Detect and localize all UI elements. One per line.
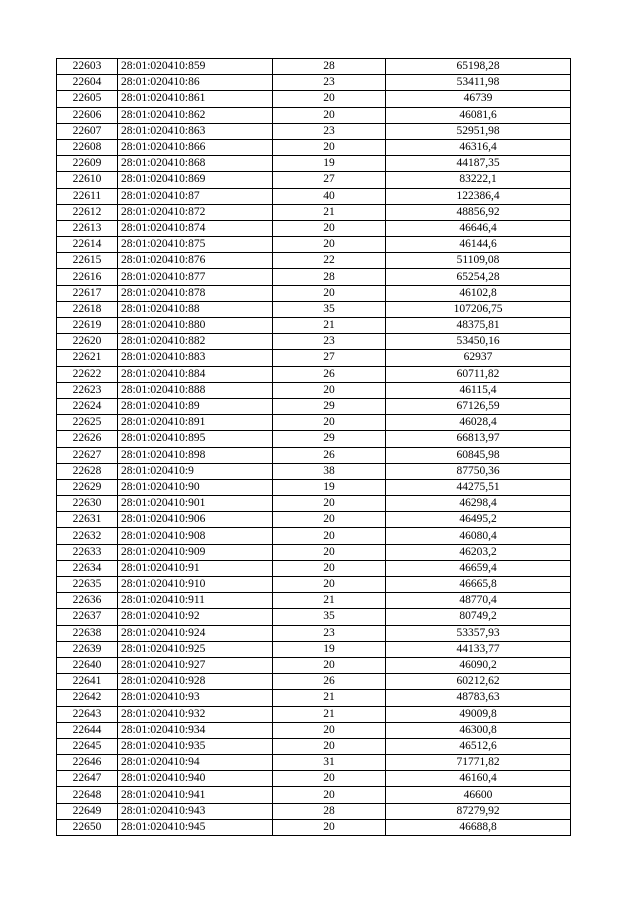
area-cell: 31: [273, 755, 386, 771]
cadastral-number-cell: 28:01:020410:93: [118, 690, 273, 706]
row-number-cell: 22625: [57, 415, 118, 431]
area-cell: 19: [273, 156, 386, 172]
cadastral-value-cell: 46144,6: [386, 237, 571, 253]
table-row: [57, 690, 571, 706]
cadastral-value-cell: 46646,4: [386, 220, 571, 236]
row-number-cell: 22615: [57, 253, 118, 269]
table-row: [57, 334, 571, 350]
cadastral-value-cell: 46081,6: [386, 107, 571, 123]
cadastral-number-cell: 28:01:020410:882: [118, 334, 273, 350]
table-row: [57, 253, 571, 269]
table-row: [57, 415, 571, 431]
cadastral-number-cell: 28:01:020410:92: [118, 609, 273, 625]
cadastral-value-cell: 49009,8: [386, 706, 571, 722]
area-cell: 20: [273, 528, 386, 544]
area-cell: 23: [273, 75, 386, 91]
cadastral-number-cell: 28:01:020410:925: [118, 641, 273, 657]
area-cell: 20: [273, 237, 386, 253]
table-row: [57, 366, 571, 382]
row-number-cell: 22641: [57, 674, 118, 690]
cadastral-number-cell: 28:01:020410:883: [118, 350, 273, 366]
cadastral-value-cell: 65198,28: [386, 59, 571, 75]
cadastral-number-cell: 28:01:020410:935: [118, 738, 273, 754]
cadastral-value-cell: 87279,92: [386, 803, 571, 819]
table-row: [57, 204, 571, 220]
area-cell: 21: [273, 318, 386, 334]
row-number-cell: 22609: [57, 156, 118, 172]
area-cell: 38: [273, 463, 386, 479]
row-number-cell: 22626: [57, 431, 118, 447]
area-cell: 20: [273, 139, 386, 155]
cadastral-value-cell: 52951,98: [386, 123, 571, 139]
cadastral-value-cell: 60212,62: [386, 674, 571, 690]
row-number-cell: 22644: [57, 722, 118, 738]
cadastral-value-cell: 87750,36: [386, 463, 571, 479]
cadastral-value-cell: 46203,2: [386, 544, 571, 560]
cadastral-value-cell: 48783,63: [386, 690, 571, 706]
cadastral-number-cell: 28:01:020410:862: [118, 107, 273, 123]
row-number-cell: 22611: [57, 188, 118, 204]
area-cell: 20: [273, 560, 386, 576]
cadastral-number-cell: 28:01:020410:932: [118, 706, 273, 722]
table-row: [57, 657, 571, 673]
table-row: [57, 172, 571, 188]
cadastral-number-cell: 28:01:020410:884: [118, 366, 273, 382]
row-number-cell: 22613: [57, 220, 118, 236]
cadastral-number-cell: 28:01:020410:909: [118, 544, 273, 560]
area-cell: 27: [273, 172, 386, 188]
cadastral-number-cell: 28:01:020410:880: [118, 318, 273, 334]
cadastral-value-cell: 53450,16: [386, 334, 571, 350]
area-cell: 20: [273, 819, 386, 835]
cadastral-value-cell: 46739: [386, 91, 571, 107]
row-number-cell: 22639: [57, 641, 118, 657]
area-cell: 28: [273, 59, 386, 75]
row-number-cell: 22628: [57, 463, 118, 479]
area-cell: 20: [273, 496, 386, 512]
row-number-cell: 22647: [57, 771, 118, 787]
row-number-cell: 22612: [57, 204, 118, 220]
table-row: [57, 593, 571, 609]
cadastral-number-cell: 28:01:020410:90: [118, 479, 273, 495]
table-row: [57, 123, 571, 139]
cadastral-number-cell: 28:01:020410:875: [118, 237, 273, 253]
table-row: [57, 188, 571, 204]
row-number-cell: 22645: [57, 738, 118, 754]
area-cell: 23: [273, 625, 386, 641]
row-number-cell: 22631: [57, 512, 118, 528]
area-cell: 35: [273, 301, 386, 317]
cadastral-value-cell: 62937: [386, 350, 571, 366]
cadastral-number-cell: 28:01:020410:876: [118, 253, 273, 269]
table-row: [57, 544, 571, 560]
table-row: [57, 512, 571, 528]
table-row: [57, 107, 571, 123]
area-cell: 22: [273, 253, 386, 269]
area-cell: 19: [273, 479, 386, 495]
cadastral-value-cell: 53411,98: [386, 75, 571, 91]
area-cell: 23: [273, 123, 386, 139]
cadastral-value-cell: 67126,59: [386, 398, 571, 414]
cadastral-number-cell: 28:01:020410:874: [118, 220, 273, 236]
area-cell: 20: [273, 544, 386, 560]
cadastral-value-cell: 46298,4: [386, 496, 571, 512]
row-number-cell: 22633: [57, 544, 118, 560]
area-cell: 21: [273, 593, 386, 609]
table-row: [57, 738, 571, 754]
table-row: [57, 285, 571, 301]
area-cell: 21: [273, 690, 386, 706]
cadastral-number-cell: 28:01:020410:910: [118, 577, 273, 593]
row-number-cell: 22610: [57, 172, 118, 188]
cadastral-number-cell: 28:01:020410:927: [118, 657, 273, 673]
table-row: [57, 609, 571, 625]
row-number-cell: 22603: [57, 59, 118, 75]
cadastral-number-cell: 28:01:020410:908: [118, 528, 273, 544]
table-row: [57, 398, 571, 414]
cadastral-value-cell: 44133,77: [386, 641, 571, 657]
area-cell: 21: [273, 204, 386, 220]
table-row: [57, 237, 571, 253]
cadastral-number-cell: 28:01:020410:869: [118, 172, 273, 188]
table-row: [57, 560, 571, 576]
cadastral-number-cell: 28:01:020410:94: [118, 755, 273, 771]
table-row: [57, 75, 571, 91]
row-number-cell: 22643: [57, 706, 118, 722]
row-number-cell: 22620: [57, 334, 118, 350]
cadastral-value-cell: 71771,82: [386, 755, 571, 771]
area-cell: 29: [273, 431, 386, 447]
area-cell: 40: [273, 188, 386, 204]
table-row: [57, 139, 571, 155]
row-number-cell: 22605: [57, 91, 118, 107]
area-cell: 20: [273, 577, 386, 593]
row-number-cell: 22635: [57, 577, 118, 593]
table-row: [57, 318, 571, 334]
area-cell: 26: [273, 447, 386, 463]
table-row: [57, 706, 571, 722]
cadastral-value-cell: 51109,08: [386, 253, 571, 269]
area-cell: 20: [273, 107, 386, 123]
table-row: [57, 755, 571, 771]
area-cell: 28: [273, 269, 386, 285]
cadastral-value-cell: 122386,4: [386, 188, 571, 204]
row-number-cell: 22623: [57, 382, 118, 398]
area-cell: 27: [273, 350, 386, 366]
cadastral-number-cell: 28:01:020410:891: [118, 415, 273, 431]
area-cell: 20: [273, 657, 386, 673]
area-cell: 20: [273, 285, 386, 301]
row-number-cell: 22634: [57, 560, 118, 576]
cadastral-number-cell: 28:01:020410:878: [118, 285, 273, 301]
table-row: [57, 722, 571, 738]
cadastral-value-cell: 48856,92: [386, 204, 571, 220]
row-number-cell: 22642: [57, 690, 118, 706]
table-row: [57, 59, 571, 75]
cadastral-value-cell: 46102,8: [386, 285, 571, 301]
table-row: [57, 819, 571, 835]
cadastral-number-cell: 28:01:020410:943: [118, 803, 273, 819]
table-row: [57, 220, 571, 236]
table-row: [57, 803, 571, 819]
table-row: [57, 350, 571, 366]
cadastral-value-cell: 46665,8: [386, 577, 571, 593]
table-row: [57, 301, 571, 317]
cadastral-value-cell: 46115,4: [386, 382, 571, 398]
cadastral-value-cell: 60711,82: [386, 366, 571, 382]
cadastral-number-cell: 28:01:020410:88: [118, 301, 273, 317]
cadastral-value-cell: 46160,4: [386, 771, 571, 787]
row-number-cell: 22629: [57, 479, 118, 495]
table-row: [57, 431, 571, 447]
cadastral-number-cell: 28:01:020410:861: [118, 91, 273, 107]
cadastral-value-cell: 46688,8: [386, 819, 571, 835]
area-cell: 20: [273, 220, 386, 236]
cadastral-number-cell: 28:01:020410:91: [118, 560, 273, 576]
table-row: [57, 91, 571, 107]
cadastral-number-cell: 28:01:020410:934: [118, 722, 273, 738]
cadastral-number-cell: 28:01:020410:863: [118, 123, 273, 139]
area-cell: 20: [273, 771, 386, 787]
row-number-cell: 22627: [57, 447, 118, 463]
cadastral-value-cell: 60845,98: [386, 447, 571, 463]
row-number-cell: 22618: [57, 301, 118, 317]
cadastral-number-cell: 28:01:020410:888: [118, 382, 273, 398]
cadastral-value-cell: 48375,81: [386, 318, 571, 334]
cadastral-number-cell: 28:01:020410:86: [118, 75, 273, 91]
cadastral-number-cell: 28:01:020410:895: [118, 431, 273, 447]
table-body: [57, 59, 571, 836]
row-number-cell: 22630: [57, 496, 118, 512]
cadastral-value-cell: 83222,1: [386, 172, 571, 188]
cadastral-number-cell: 28:01:020410:940: [118, 771, 273, 787]
table-row: [57, 479, 571, 495]
cadastral-value-cell: 53357,93: [386, 625, 571, 641]
row-number-cell: 22632: [57, 528, 118, 544]
row-number-cell: 22608: [57, 139, 118, 155]
cadastral-value-cell: 66813,97: [386, 431, 571, 447]
cadastral-number-cell: 28:01:020410:898: [118, 447, 273, 463]
row-number-cell: 22616: [57, 269, 118, 285]
row-number-cell: 22607: [57, 123, 118, 139]
area-cell: 35: [273, 609, 386, 625]
table-row: [57, 577, 571, 593]
cadastral-number-cell: 28:01:020410:924: [118, 625, 273, 641]
cadastral-number-cell: 28:01:020410:911: [118, 593, 273, 609]
area-cell: 20: [273, 91, 386, 107]
row-number-cell: 22604: [57, 75, 118, 91]
cadastral-value-cell: 80749,2: [386, 609, 571, 625]
table-row: [57, 641, 571, 657]
area-cell: 20: [273, 415, 386, 431]
cadastral-value-cell: 46316,4: [386, 139, 571, 155]
cadastral-number-cell: 28:01:020410:9: [118, 463, 273, 479]
area-cell: 28: [273, 803, 386, 819]
cadastral-number-cell: 28:01:020410:89: [118, 398, 273, 414]
area-cell: 20: [273, 722, 386, 738]
cadastral-number-cell: 28:01:020410:941: [118, 787, 273, 803]
cadastral-value-cell: 46090,2: [386, 657, 571, 673]
row-number-cell: 22617: [57, 285, 118, 301]
cadastral-value-cell: 46028,4: [386, 415, 571, 431]
row-number-cell: 22648: [57, 787, 118, 803]
table-row: [57, 496, 571, 512]
area-cell: 19: [273, 641, 386, 657]
row-number-cell: 22646: [57, 755, 118, 771]
table-row: [57, 447, 571, 463]
table-row: [57, 382, 571, 398]
row-number-cell: 22606: [57, 107, 118, 123]
row-number-cell: 22619: [57, 318, 118, 334]
cadastral-value-cell: 46512,6: [386, 738, 571, 754]
cadastral-value-cell: 46659,4: [386, 560, 571, 576]
area-cell: 20: [273, 787, 386, 803]
area-cell: 20: [273, 382, 386, 398]
row-number-cell: 22614: [57, 237, 118, 253]
cadastral-number-cell: 28:01:020410:868: [118, 156, 273, 172]
row-number-cell: 22637: [57, 609, 118, 625]
area-cell: 26: [273, 674, 386, 690]
table-row: [57, 528, 571, 544]
row-number-cell: 22640: [57, 657, 118, 673]
row-number-cell: 22622: [57, 366, 118, 382]
table-row: [57, 625, 571, 641]
row-number-cell: 22649: [57, 803, 118, 819]
area-cell: 23: [273, 334, 386, 350]
cadastral-number-cell: 28:01:020410:906: [118, 512, 273, 528]
table-row: [57, 771, 571, 787]
table-row: [57, 787, 571, 803]
area-cell: 20: [273, 512, 386, 528]
cadastral-value-cell: 107206,75: [386, 301, 571, 317]
table-row: [57, 269, 571, 285]
row-number-cell: 22624: [57, 398, 118, 414]
row-number-cell: 22650: [57, 819, 118, 835]
cadastral-value-cell: 46600: [386, 787, 571, 803]
table-row: [57, 156, 571, 172]
row-number-cell: 22636: [57, 593, 118, 609]
area-cell: 26: [273, 366, 386, 382]
cadastral-number-cell: 28:01:020410:945: [118, 819, 273, 835]
cadastral-number-cell: 28:01:020410:928: [118, 674, 273, 690]
row-number-cell: 22638: [57, 625, 118, 641]
cadastral-number-cell: 28:01:020410:872: [118, 204, 273, 220]
area-cell: 21: [273, 706, 386, 722]
table-row: [57, 674, 571, 690]
cadastral-number-cell: 28:01:020410:877: [118, 269, 273, 285]
cadastral-value-cell: 46080,4: [386, 528, 571, 544]
cadastral-value-cell: 44187,35: [386, 156, 571, 172]
cadastral-value-cell: 46495,2: [386, 512, 571, 528]
cadastral-number-cell: 28:01:020410:866: [118, 139, 273, 155]
table-row: [57, 463, 571, 479]
cadastral-value-table: [56, 58, 571, 836]
cadastral-value-cell: 65254,28: [386, 269, 571, 285]
cadastral-value-cell: 44275,51: [386, 479, 571, 495]
cadastral-value-cell: 48770,4: [386, 593, 571, 609]
cadastral-number-cell: 28:01:020410:87: [118, 188, 273, 204]
row-number-cell: 22621: [57, 350, 118, 366]
cadastral-number-cell: 28:01:020410:859: [118, 59, 273, 75]
area-cell: 20: [273, 738, 386, 754]
cadastral-value-cell: 46300,8: [386, 722, 571, 738]
area-cell: 29: [273, 398, 386, 414]
cadastral-number-cell: 28:01:020410:901: [118, 496, 273, 512]
